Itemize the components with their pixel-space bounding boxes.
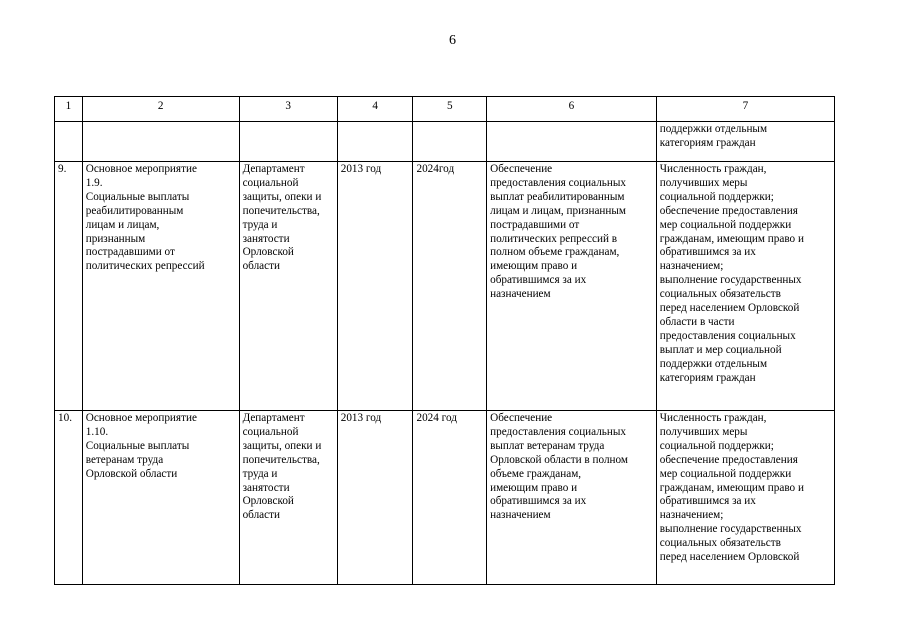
start-year-cell <box>337 122 413 162</box>
indicator-cell: Численность граждан, получивших меры социальной поддержки; обеспечение предоставления мер социальной поддержки гражданам, имеющим право и обратившимся за их назначением; выполнение государственных социальных обязательств перед населением Орловской области в части предоставления социальных выплат и мер социальной поддержки отдельным категориям граждан <box>656 162 834 411</box>
table-header-row <box>55 97 835 122</box>
result-cell <box>487 122 657 162</box>
start-year-cell: 2013 год <box>337 162 413 411</box>
table-row <box>55 122 835 162</box>
header-cell: 5 <box>413 97 487 122</box>
indicator-cell: Численность граждан, получивших меры социальной поддержки; обеспечение предоставления мер социальной поддержки гражданам, имеющим право и обратившимся за их назначением; выполнение государственных социальных обязательств перед населением Орловской <box>656 411 834 585</box>
page-number: 6 <box>449 33 456 48</box>
row-number-cell: 9. <box>55 162 83 411</box>
header-cell: 6 <box>487 97 657 122</box>
executor-cell: Департамент социальной защиты, опеки и попечительства, труда и занятости Орловской области <box>239 162 337 411</box>
header-cell: 2 <box>82 97 239 122</box>
row-number-cell: 10. <box>55 411 83 585</box>
program-table <box>54 96 835 585</box>
header-cell: 3 <box>239 97 337 122</box>
header-cell: 7 <box>656 97 834 122</box>
result-cell: Обеспечение предоставления социальных выплат реабилитированным лицам и лицам, признанным пострадавшими от политических репрессий в полном объеме гражданам, имеющим право и обратившимся за их назначением <box>487 162 657 411</box>
table-row <box>55 411 835 585</box>
header-cell: 1 <box>55 97 83 122</box>
event-cell: Основное мероприятие 1.10. Социальные выплаты ветеранам труда Орловской области <box>82 411 239 585</box>
event-cell <box>82 122 239 162</box>
end-year-cell <box>413 122 487 162</box>
header-cell: 4 <box>337 97 413 122</box>
event-cell: Основное мероприятие 1.9. Социальные выплаты реабилитированным лицам и лицам, признанным пострадавшими от политических репрессий <box>82 162 239 411</box>
indicator-cell: поддержки отдельным категориям граждан <box>656 122 834 162</box>
result-cell: Обеспечение предоставления социальных выплат ветеранам труда Орловской области в полном объеме гражданам, имеющим право и обратившимся за их назначением <box>487 411 657 585</box>
start-year-cell: 2013 год <box>337 411 413 585</box>
executor-cell: Департамент социальной защиты, опеки и попечительства, труда и занятости Орловской области <box>239 411 337 585</box>
table-row <box>55 162 835 411</box>
end-year-cell: 2024 год <box>413 411 487 585</box>
row-number-cell <box>55 122 83 162</box>
executor-cell <box>239 122 337 162</box>
end-year-cell: 2024год <box>413 162 487 411</box>
